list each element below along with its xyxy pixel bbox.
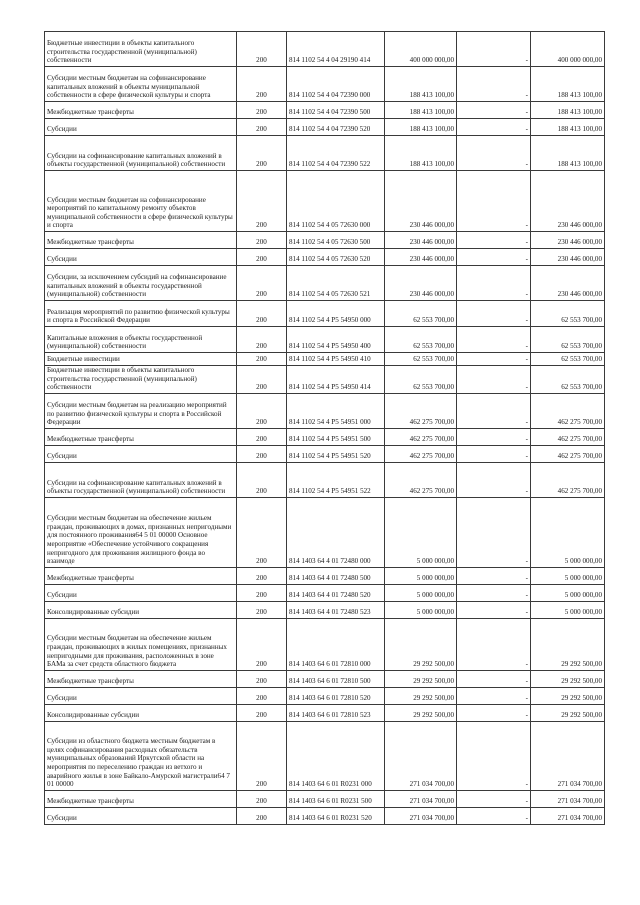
table-row <box>45 428 605 445</box>
cell-budget-classification-code: 814 1102 54 4 P5 54950 414 <box>287 366 385 394</box>
cell-executed-amount: - <box>457 67 531 102</box>
cell-executed-amount: - <box>457 301 531 327</box>
cell-budget-classification-code: 814 1102 54 4 P5 54951 000 <box>287 393 385 428</box>
cell-approved-amount: 29 292 500,00 <box>385 670 457 687</box>
cell-approved-amount: 188 413 100,00 <box>385 67 457 102</box>
cell-executed-amount: - <box>457 807 531 824</box>
cell-budget-classification-code: 814 1102 54 4 04 72390 522 <box>287 136 385 171</box>
cell-executed-amount: - <box>457 249 531 266</box>
cell-name: Субсидии местным бюджетам на софинансирование капитальных вложений в объекты муниципальной собственности в сфере физической культуры и спорта <box>45 67 237 102</box>
cell-approved-amount: 230 446 000,00 <box>385 266 457 301</box>
cell-budget-classification-code: 814 1403 64 4 01 72480 523 <box>287 601 385 618</box>
cell-executed-amount: - <box>457 266 531 301</box>
cell-approved-amount: 29 292 500,00 <box>385 618 457 670</box>
cell-budget-classification-code: 814 1403 64 6 01 R0231 500 <box>287 790 385 807</box>
cell-approved-amount: 5 000 000,00 <box>385 601 457 618</box>
cell-line-code: 200 <box>237 462 287 497</box>
cell-budget-classification-code: 814 1102 54 4 04 72390 520 <box>287 119 385 136</box>
cell-name: Консолидированные субсидии <box>45 704 237 721</box>
cell-budget-classification-code: 814 1102 54 4 05 72630 521 <box>287 266 385 301</box>
cell-budget-classification-code: 814 1102 54 4 P5 54950 410 <box>287 353 385 366</box>
cell-remaining-amount: 62 553 700,00 <box>531 353 605 366</box>
cell-executed-amount: - <box>457 618 531 670</box>
cell-approved-amount: 462 275 700,00 <box>385 428 457 445</box>
table-row <box>45 445 605 462</box>
table-row <box>45 704 605 721</box>
cell-name: Субсидии <box>45 119 237 136</box>
cell-executed-amount: - <box>457 353 531 366</box>
cell-line-code: 200 <box>237 428 287 445</box>
cell-remaining-amount: 5 000 000,00 <box>531 567 605 584</box>
cell-name: Капитальные вложения в объекты государственной (муниципальной) собственности <box>45 327 237 353</box>
cell-budget-classification-code: 814 1102 54 4 05 72630 000 <box>287 171 385 232</box>
cell-budget-classification-code: 814 1102 54 4 P5 54951 500 <box>287 428 385 445</box>
cell-name: Субсидии местным бюджетам на реализацию мероприятий по развитию физической культуры и спорта в Российской Федерации <box>45 393 237 428</box>
cell-budget-classification-code: 814 1403 64 6 01 72810 520 <box>287 687 385 704</box>
table-row <box>45 67 605 102</box>
cell-executed-amount: - <box>457 366 531 394</box>
cell-budget-classification-code: 814 1403 64 4 01 72480 000 <box>287 497 385 567</box>
cell-executed-amount: - <box>457 102 531 119</box>
cell-line-code: 200 <box>237 136 287 171</box>
cell-approved-amount: 271 034 700,00 <box>385 790 457 807</box>
table-row <box>45 266 605 301</box>
table-row <box>45 687 605 704</box>
cell-line-code: 200 <box>237 687 287 704</box>
cell-executed-amount: - <box>457 428 531 445</box>
table-row <box>45 353 605 366</box>
cell-approved-amount: 29 292 500,00 <box>385 687 457 704</box>
cell-remaining-amount: 62 553 700,00 <box>531 301 605 327</box>
cell-remaining-amount: 29 292 500,00 <box>531 687 605 704</box>
table-row <box>45 721 605 790</box>
cell-approved-amount: 462 275 700,00 <box>385 393 457 428</box>
cell-name: Субсидии <box>45 687 237 704</box>
cell-executed-amount: - <box>457 171 531 232</box>
cell-remaining-amount: 230 446 000,00 <box>531 266 605 301</box>
cell-name: Бюджетные инвестиции в объекты капитального строительства государственной (муниципальной) собственности <box>45 32 237 67</box>
cell-executed-amount: - <box>457 721 531 790</box>
cell-line-code: 200 <box>237 721 287 790</box>
table-row <box>45 136 605 171</box>
cell-approved-amount: 230 446 000,00 <box>385 171 457 232</box>
cell-name: Консолидированные субсидии <box>45 601 237 618</box>
table-row <box>45 670 605 687</box>
cell-approved-amount: 400 000 000,00 <box>385 32 457 67</box>
cell-remaining-amount: 462 275 700,00 <box>531 445 605 462</box>
cell-approved-amount: 62 553 700,00 <box>385 353 457 366</box>
cell-remaining-amount: 271 034 700,00 <box>531 721 605 790</box>
cell-budget-classification-code: 814 1403 64 6 01 72810 000 <box>287 618 385 670</box>
cell-budget-classification-code: 814 1102 54 4 04 72390 000 <box>287 67 385 102</box>
cell-remaining-amount: 62 553 700,00 <box>531 327 605 353</box>
cell-remaining-amount: 462 275 700,00 <box>531 393 605 428</box>
cell-approved-amount: 188 413 100,00 <box>385 102 457 119</box>
cell-executed-amount: - <box>457 445 531 462</box>
cell-name: Межбюджетные трансферты <box>45 567 237 584</box>
cell-remaining-amount: 188 413 100,00 <box>531 119 605 136</box>
cell-remaining-amount: 29 292 500,00 <box>531 704 605 721</box>
cell-name: Субсидии на софинансирование капитальных вложений в объекты государственной (муниципальной) собственности <box>45 462 237 497</box>
cell-name: Субсидии <box>45 807 237 824</box>
cell-budget-classification-code: 814 1403 64 6 01 R0231 520 <box>287 807 385 824</box>
cell-name: Субсидии местным бюджетам на обеспечение жильем граждан, проживающих в жилых помещениях, признанных непригодными для проживания, расположенных в зоне БАМа за счет средств областного бюджета <box>45 618 237 670</box>
cell-budget-classification-code: 814 1102 54 4 05 72630 520 <box>287 249 385 266</box>
cell-remaining-amount: 62 553 700,00 <box>531 366 605 394</box>
cell-name: Субсидии <box>45 584 237 601</box>
cell-line-code: 200 <box>237 393 287 428</box>
cell-remaining-amount: 5 000 000,00 <box>531 584 605 601</box>
cell-remaining-amount: 188 413 100,00 <box>531 67 605 102</box>
table-row <box>45 301 605 327</box>
cell-executed-amount: - <box>457 601 531 618</box>
cell-budget-classification-code: 814 1102 54 4 04 29190 414 <box>287 32 385 67</box>
cell-executed-amount: - <box>457 790 531 807</box>
cell-remaining-amount: 230 446 000,00 <box>531 171 605 232</box>
cell-remaining-amount: 5 000 000,00 <box>531 601 605 618</box>
cell-approved-amount: 271 034 700,00 <box>385 807 457 824</box>
budget-table-body <box>45 32 605 825</box>
cell-remaining-amount: 29 292 500,00 <box>531 670 605 687</box>
cell-name: Субсидии <box>45 249 237 266</box>
cell-name: Субсидии местным бюджетам на софинансирование мероприятий по капитальному ремонту объектов муниципальной собственности в сфере физической культуры и спорта <box>45 171 237 232</box>
cell-executed-amount: - <box>457 567 531 584</box>
table-row <box>45 366 605 394</box>
cell-remaining-amount: 462 275 700,00 <box>531 428 605 445</box>
cell-line-code: 200 <box>237 601 287 618</box>
cell-line-code: 200 <box>237 327 287 353</box>
cell-name: Бюджетные инвестиции в объекты капитального строительства государственной (муниципальной) собственности <box>45 366 237 394</box>
cell-budget-classification-code: 814 1102 54 4 04 72390 500 <box>287 102 385 119</box>
cell-name: Субсидии из областного бюджета местным бюджетам в целях софинансирования расходных обязательств муниципальных образований Иркутской области на мероприятия по переселению граждан из ветхого и аварийного жилья в зоне Байкало-Амурской магистрали64 7 01 00000 <box>45 721 237 790</box>
cell-remaining-amount: 188 413 100,00 <box>531 102 605 119</box>
cell-budget-classification-code: 814 1403 64 6 01 72810 523 <box>287 704 385 721</box>
cell-budget-classification-code: 814 1102 54 4 P5 54951 520 <box>287 445 385 462</box>
cell-budget-classification-code: 814 1403 64 6 01 72810 500 <box>287 670 385 687</box>
table-row <box>45 102 605 119</box>
table-row <box>45 618 605 670</box>
table-row <box>45 601 605 618</box>
cell-remaining-amount: 271 034 700,00 <box>531 807 605 824</box>
cell-executed-amount: - <box>457 32 531 67</box>
cell-remaining-amount: 188 413 100,00 <box>531 136 605 171</box>
cell-executed-amount: - <box>457 136 531 171</box>
cell-approved-amount: 5 000 000,00 <box>385 497 457 567</box>
cell-line-code: 200 <box>237 119 287 136</box>
cell-line-code: 200 <box>237 232 287 249</box>
cell-line-code: 200 <box>237 102 287 119</box>
cell-name: Бюджетные инвестиции <box>45 353 237 366</box>
cell-budget-classification-code: 814 1102 54 4 P5 54950 000 <box>287 301 385 327</box>
table-row <box>45 249 605 266</box>
cell-line-code: 200 <box>237 584 287 601</box>
cell-executed-amount: - <box>457 232 531 249</box>
cell-approved-amount: 462 275 700,00 <box>385 462 457 497</box>
cell-executed-amount: - <box>457 670 531 687</box>
cell-budget-classification-code: 814 1403 64 4 01 72480 500 <box>287 567 385 584</box>
cell-approved-amount: 271 034 700,00 <box>385 721 457 790</box>
table-row <box>45 462 605 497</box>
cell-line-code: 200 <box>237 67 287 102</box>
table-row <box>45 171 605 232</box>
cell-line-code: 200 <box>237 32 287 67</box>
table-row <box>45 584 605 601</box>
cell-approved-amount: 29 292 500,00 <box>385 704 457 721</box>
cell-executed-amount: - <box>457 704 531 721</box>
cell-remaining-amount: 5 000 000,00 <box>531 497 605 567</box>
cell-approved-amount: 5 000 000,00 <box>385 567 457 584</box>
cell-line-code: 200 <box>237 704 287 721</box>
table-row <box>45 807 605 824</box>
cell-name: Субсидии на софинансирование капитальных вложений в объекты государственной (муниципальной) собственности <box>45 136 237 171</box>
cell-remaining-amount: 400 000 000,00 <box>531 32 605 67</box>
table-row <box>45 393 605 428</box>
cell-executed-amount: - <box>457 393 531 428</box>
cell-line-code: 200 <box>237 171 287 232</box>
cell-approved-amount: 62 553 700,00 <box>385 301 457 327</box>
cell-line-code: 200 <box>237 567 287 584</box>
cell-name: Межбюджетные трансферты <box>45 232 237 249</box>
table-row <box>45 232 605 249</box>
cell-line-code: 200 <box>237 497 287 567</box>
cell-line-code: 200 <box>237 353 287 366</box>
cell-executed-amount: - <box>457 687 531 704</box>
cell-budget-classification-code: 814 1403 64 4 01 72480 520 <box>287 584 385 601</box>
cell-budget-classification-code: 814 1102 54 4 05 72630 500 <box>287 232 385 249</box>
table-row <box>45 32 605 67</box>
table-row <box>45 119 605 136</box>
cell-remaining-amount: 462 275 700,00 <box>531 462 605 497</box>
cell-approved-amount: 462 275 700,00 <box>385 445 457 462</box>
cell-name: Межбюджетные трансферты <box>45 670 237 687</box>
cell-name: Межбюджетные трансферты <box>45 790 237 807</box>
cell-remaining-amount: 29 292 500,00 <box>531 618 605 670</box>
cell-approved-amount: 230 446 000,00 <box>385 249 457 266</box>
cell-executed-amount: - <box>457 497 531 567</box>
cell-line-code: 200 <box>237 445 287 462</box>
cell-executed-amount: - <box>457 119 531 136</box>
table-row <box>45 567 605 584</box>
table-row <box>45 790 605 807</box>
cell-approved-amount: 5 000 000,00 <box>385 584 457 601</box>
cell-approved-amount: 188 413 100,00 <box>385 119 457 136</box>
cell-name: Субсидии, за исключением субсидий на софинансирование капитальных вложений в объекты государственной (муниципальной) собственности <box>45 266 237 301</box>
budget-table <box>44 31 605 825</box>
cell-executed-amount: - <box>457 584 531 601</box>
cell-name: Реализация мероприятий по развитию физической культуры и спорта в Российской Федерации <box>45 301 237 327</box>
cell-remaining-amount: 230 446 000,00 <box>531 249 605 266</box>
cell-executed-amount: - <box>457 327 531 353</box>
cell-executed-amount: - <box>457 462 531 497</box>
cell-line-code: 200 <box>237 790 287 807</box>
cell-line-code: 200 <box>237 807 287 824</box>
cell-name: Субсидии <box>45 445 237 462</box>
table-row <box>45 327 605 353</box>
cell-name: Межбюджетные трансферты <box>45 428 237 445</box>
cell-approved-amount: 230 446 000,00 <box>385 232 457 249</box>
cell-remaining-amount: 230 446 000,00 <box>531 232 605 249</box>
cell-line-code: 200 <box>237 618 287 670</box>
cell-line-code: 200 <box>237 266 287 301</box>
cell-name: Межбюджетные трансферты <box>45 102 237 119</box>
cell-budget-classification-code: 814 1403 64 6 01 R0231 000 <box>287 721 385 790</box>
cell-line-code: 200 <box>237 301 287 327</box>
cell-line-code: 200 <box>237 249 287 266</box>
cell-approved-amount: 188 413 100,00 <box>385 136 457 171</box>
cell-name: Субсидии местным бюджетам на обеспечение жильем граждан, проживающих в домах, признанных непригодными для постоянного проживания64 5 01 00000 Основное мероприятие «Обеспечение устойчивого сокращения непригодного для проживания жилищного фонда во взаимоде <box>45 497 237 567</box>
cell-approved-amount: 62 553 700,00 <box>385 366 457 394</box>
cell-line-code: 200 <box>237 366 287 394</box>
cell-approved-amount: 62 553 700,00 <box>385 327 457 353</box>
cell-line-code: 200 <box>237 670 287 687</box>
cell-budget-classification-code: 814 1102 54 4 P5 54950 400 <box>287 327 385 353</box>
cell-budget-classification-code: 814 1102 54 4 P5 54951 522 <box>287 462 385 497</box>
cell-remaining-amount: 271 034 700,00 <box>531 790 605 807</box>
table-row <box>45 497 605 567</box>
